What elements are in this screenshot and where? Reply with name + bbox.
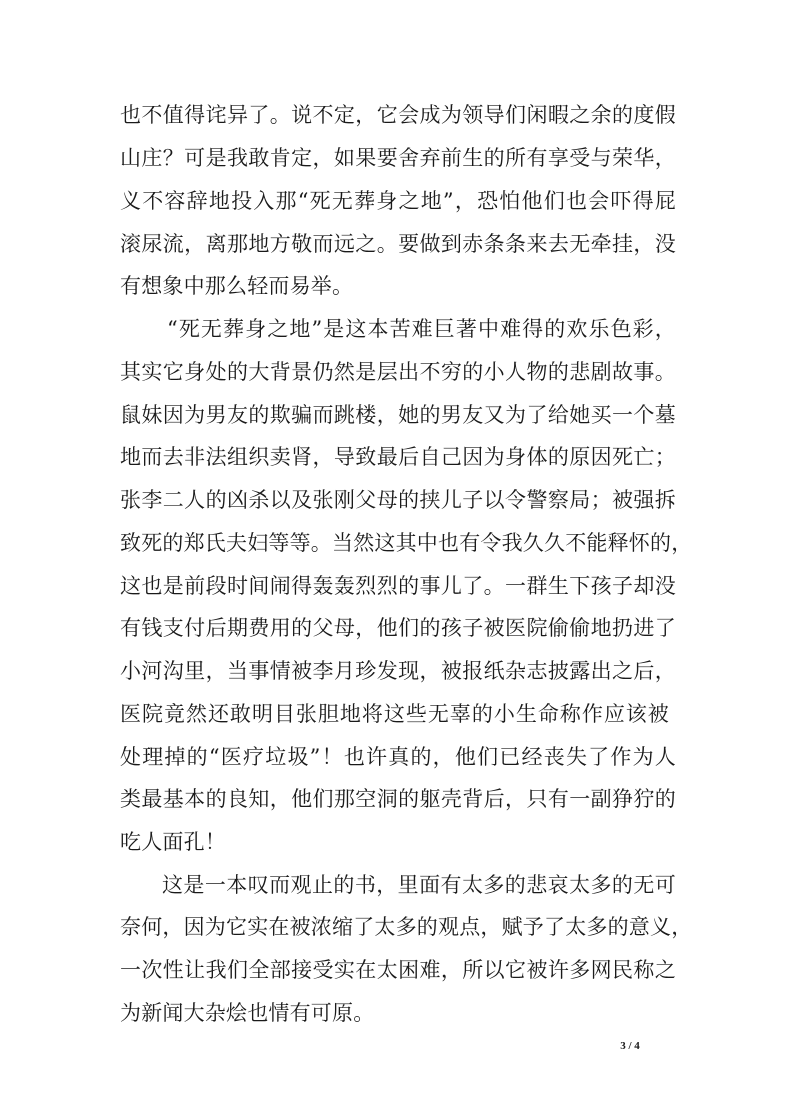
text-line: 也不值得诧异了。说不定，它会成为领导们闲暇之余的度假 (120, 103, 676, 127)
text-line: 鼠妹因为男友的欺骗而跳楼，她的男友又为了给她买一个墓 (120, 403, 676, 427)
text-line: 其实它身处的大背景仍然是层出不穷的小人物的悲剧故事。 (120, 360, 676, 384)
text-line: 山庄？可是我敢肯定，如果要舍弃前生的所有享受与荣华， (120, 146, 676, 170)
text-line: 为新闻大杂烩也情有可原。 (120, 1001, 375, 1025)
text-line: 一次性让我们全部接受实在太困难，所以它被许多网民称之 (120, 958, 676, 982)
paragraph-first-line: “死无葬身之地”是这本苦难巨著中难得的欢乐色彩， (167, 317, 676, 341)
text-line: 有想象中那么轻而易举。 (120, 274, 354, 298)
page-number: 3 / 4 (620, 1040, 640, 1052)
text-line: 奈何，因为它实在被浓缩了太多的观点，赋予了太多的意义， (120, 915, 693, 939)
text-line: 处理掉的“医疗垃圾”！也许真的，他们已经丧失了作为人 (120, 745, 676, 769)
text-line: 吃人面孔！ (120, 830, 226, 854)
text-line: 这也是前段时间闹得轰轰烈烈的事儿了。一群生下孩子却没 (120, 574, 676, 598)
text-line: 地而去非法组织卖肾，导致最后自己因为身体的原因死亡； (120, 445, 676, 469)
text-line: 有钱支付后期费用的父母，他们的孩子被医院偷偷地扔进了 (120, 616, 676, 640)
text-line: 致死的郑氏夫妇等等。当然这其中也有令我久久不能释怀的， (120, 531, 693, 555)
paragraph-first-line: 这是一本叹而观止的书，里面有太多的悲哀太多的无可 (162, 873, 676, 897)
text-line: 义不容辞地投入那“死无葬身之地”，恐怕他们也会吓得屁 (120, 189, 676, 213)
text-line: 滚尿流，离那地方敬而远之。要做到赤条条来去无牵挂，没 (120, 232, 676, 256)
text-line: 类最基本的良知，他们那空洞的躯壳背后，只有一副狰狞的 (120, 787, 676, 811)
text-line: 医院竟然还敢明目张胆地将这些无辜的小生命称作应该被 (120, 702, 669, 726)
text-line: 小河沟里，当事情被李月珍发现，被报纸杂志披露出之后， (120, 659, 676, 683)
text-line: 张李二人的凶杀以及张刚父母的挟儿子以令警察局；被强拆 (120, 488, 676, 512)
